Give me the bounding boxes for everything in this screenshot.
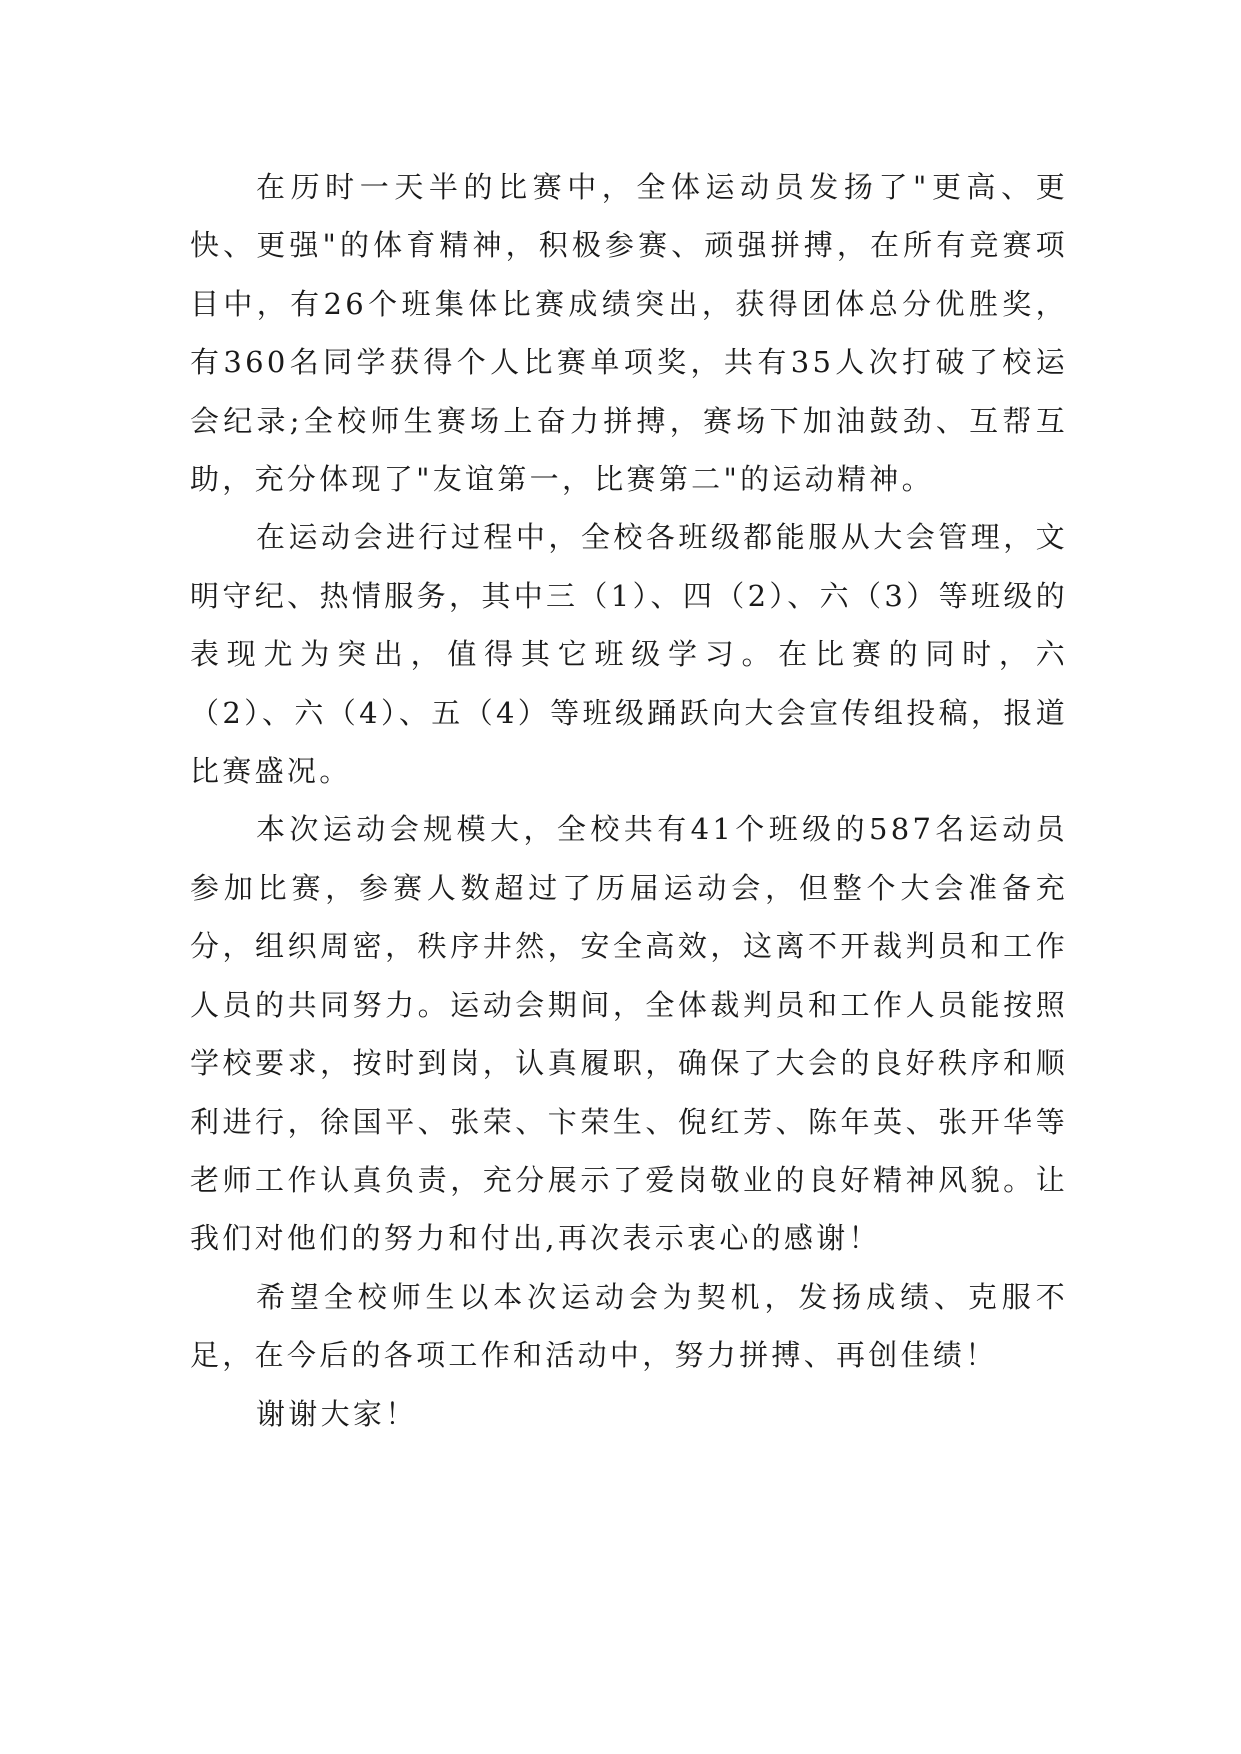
paragraph-closing: 谢谢大家！ xyxy=(256,1396,418,1431)
paragraph-organization-thanks: 本次运动会规模大，全校共有41个班级的587名运动员参加比赛，参赛人数超过了历届运动会，但整个大会准备充分，组织周密，秩序井然，安全高效，这离不开裁判员和工作人员的共同努力。运动会期间，全体裁判员和工作人员能按照学校要求，按时到岗，认真履职，确保了大会的良好秩序和顺利进行，徐国平、张荣、卞荣生、倪红芳、陈年英、张开华等老师工作认真负责，充分展示了爱岗敬业的良好精神风貌。让我们对他们的努力和付出,再次表示衷心的感谢！ xyxy=(190,812,1068,1256)
document-body xyxy=(190,158,1068,1443)
paragraph-hope: 希望全校师生以本次运动会为契机，发扬成绩、克服不足，在今后的各项工作和活动中，努力拼搏、再创佳绩！ xyxy=(190,1279,1068,1373)
paragraph-class-conduct: 在运动会进行过程中，全校各班级都能服从大会管理，文明守纪、热情服务，其中三（1）、四（2）、六（3）等班级的表现尤为突出，值得其它班级学习。在比赛的同时，六（2）、六（4）、五（4）等班级踊跃向大会宣传组投稿，报道比赛盛况。 xyxy=(190,520,1068,789)
paragraph-competition-results: 在历时一天半的比赛中，全体运动员发扬了"更高、更快、更强"的体育精神，积极参赛、顽强拼搏，在所有竞赛项目中，有26个班集体比赛成绩突出，获得团体总分优胜奖，有360名同学获得个人比赛单项奖，共有35人次打破了校运会纪录;全校师生赛场上奋力拼搏，赛场下加油鼓劲、互帮互助，充分体现了"友谊第一，比赛第二"的运动精神。 xyxy=(190,170,1068,497)
